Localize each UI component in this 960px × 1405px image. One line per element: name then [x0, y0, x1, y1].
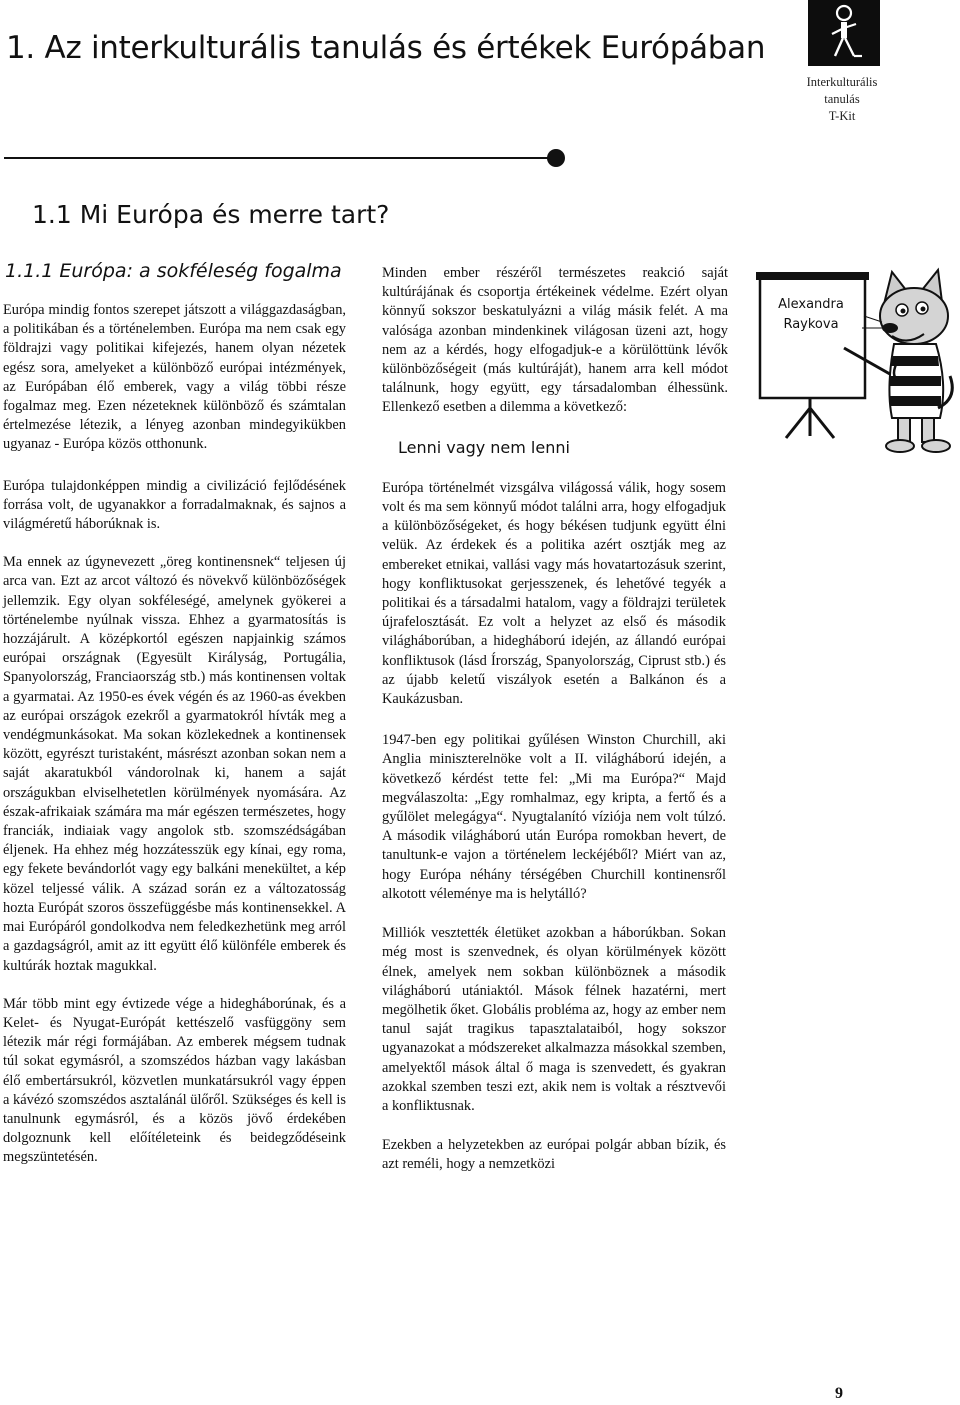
- title-rule: [4, 157, 557, 159]
- paragraph: Európa tulajdonképpen mindig a civilizáció fejlődésének forrása volt, de ugyanakkor a forradalmaknak, és sajnos a világméretű háborúknak is.: [3, 477, 346, 533]
- paragraph: Ma ennek az úgynevezett „öreg kontinensnek“ teljesen új arca van. Ezt az arcot változó és növekvő különbözőségek jellemzik. Egy olyan sokféleségé, amelynek gyökerei a történelembe nyúlnak vissza. Ehhez a gyarmatosítás is hozzájárult. A középkortól egészen napjainkig számos európai országnak (Egyesült Királyság, Portugália, Spanyolország, Franciaország stb.) más kontinensen voltak a gyarmatai. Az 1950-es évek végén és az 1960-as években az európai országok ezekről a gyarmatokról hívták meg a vendégmunkásokat. Ma sokan közlekednek a kontinensek között, egyrészt turistaként, másrészt azonban sokan nem a saját akaratukból vándorolnak ki, hanem a saját országukban elviselhetetlen körülmények nyomására. Az észak-afrikaiak számára ma már egészen természetes, hogy franciák, indiaiak vagy angolok stb. szomszédságában éljenek. Ha ehhez még hozzátesszük egy kínai, egy roma, egy fekete bevándorlót vagy egy balkáni menekültet, a kép közel teljessé válik. A század során ez a változatosság hozta Európát szoros összefüggésbe más kontinensekkel. A mai Európáról gondolkodva nem feledkezhetünk meg arról a gazdagságról, amit az itt együtt élő különféle emberek és kultúrák hoztak magukkal.: [3, 554, 346, 974]
- page-number: 9: [835, 1385, 843, 1402]
- tkit-logo: [808, 0, 880, 66]
- page-title: 1. Az interkulturális tanulás és értékek Európában: [6, 30, 766, 66]
- paragraph: Minden ember részéről természetes reakció saját kultúrájának és csoportja értékeinek védelme. Ezért olyan könnyű sokszor beskatulyázni a világ másik felét. A ma valósága azonban mindenkinek világosan üzeni azt, hogy nem az a kérdés, hogy elfogadjuk-e a körülöttünk lévők különbözőségeit (más kultúráját), hanem arra kell módot találnunk, hogy együtt, egy társadalomban élhessünk. Ellenkező esetben a dilemma a következő:: [382, 265, 728, 416]
- tkit-label: [796, 74, 888, 125]
- paragraph: Ezekben a helyzetekben az európai polgár abban bízik, és azt reméli, hogy a nemzetközi: [382, 1137, 726, 1173]
- cat-cartoon-icon: [752, 258, 957, 458]
- paragraph: Európa történelmét vizsgálva világossá válik, hogy sosem volt és ma sem könnyű módot találni arra, hogy elfogadjuk a különbözőségeket, és hogy békésen tudjunk együtt élni velük. Az érdekek és a politika azért osztják meg az embereket etnikai, vallási vagy más hovatartozásuk szerint, hogy konfliktusokat gerjesszenek, és lehetővé tegyék a politikai és a társadalmi hatalom, vagy a földrajzi területek újrafelosztását. Ez volt a helyzet az első és második világháborúban, a hidegháború idején, az állandó európai konfliktusok (lásd Írország, Spanyolország, Ciprust stb.) és az újabb keletű viszályok esetén a Balkánon és a Kaukázusban.: [382, 479, 726, 708]
- left-column: [3, 301, 346, 1168]
- subsection-title: 1.1.1 Európa: a sokféleség fogalma: [5, 260, 342, 282]
- title-rule-dot: [547, 149, 565, 167]
- paragraph: Milliók vesztették életüket azokban a háborúkban. Sokan még most is szenvednek, és olyan körülmények között élnek, amelyek nem sokban különböznek a második világháború utániaktól. Mások félnek hazatérni, mert megölhetik őket. Globális probléma az, hogy az ember nem tanul saját tragikus tapasztalataiból, hogy sokszor ugyanazokat a módszereket alkalmazza másokkal szemben, amelyektől mások által ő maga is szenvedett, és gyakran azokkal szemben teszi ezt, akik nem is voltak a résztvevői a konfliktusnak.: [382, 925, 726, 1114]
- board-name-label: [754, 295, 868, 335]
- right-column: [382, 264, 726, 1175]
- cat-presenter-illustration: [752, 258, 957, 458]
- paragraph: 1947-ben egy politikai gyűlésen Winston Churchill, aki Anglia miniszterelnöke volt a II. világháború idején, a következő kérdést tette fel: „Mi ma Európa?“ Majd megválaszolta: „Egy romhalmaz, egy kripta, a fertő és a gyűlölet melegágya“. Nyugtalanító víziója nem volt túlzó. A második világháború után Európa romokban hevert, de tanultunk-e vajon a történelem leckéjéből? Miért van az, hogy Európa néhány térségében Churchill kontinensről alkotott véleménye ma is helytálló?: [382, 732, 726, 902]
- motto-heading: Lenni vagy nem lenni: [398, 437, 570, 457]
- name-line: Alexandra: [778, 297, 844, 312]
- figure-icon: [808, 0, 880, 66]
- tkit-logo-block: [796, 0, 888, 125]
- tkit-label-line: tanulás: [824, 92, 860, 106]
- tkit-label-line: Interkulturális: [806, 75, 878, 89]
- paragraph: Már több mint egy évtizede vége a hidegháborúnak, és a Kelet- és Nyugat-Európát kettészelő vasfüggöny sem létezik már régi formájában. Az emberek mégsem tudnak túl sokat egymásról, a szomszédos házban vagy lakásban élő embertársukról, közvetlen munkatársukról vagy éppen a kávézó szomszédos asztalánál ülőről. Szükséges és kell is tanulnunk egymásról, és a közös jövő érdekében dolgoznunk kell előítéleteink és beidegződéseink megszüntetésén.: [3, 995, 346, 1166]
- paragraph: Európa mindig fontos szerepet játszott a világgazdaságban, a politikában és a történelemben. Európa ma nem csak egy földrajzi vagy politikai kifejezés, hanem olyan nézetek egész sora, amelyeket a különböző európai intézmények, az Európában élő emberek, vagy a világ többi része fogalmaz meg. Ezen nézeteknek különböző és számtalan értelmezése létezik, a lényeg azonban mindegyikükben ugyanaz - Európa közös otthonunk.: [3, 302, 346, 453]
- name-line: Raykova: [783, 317, 839, 332]
- section-title: 1.1 Mi Európa és merre tart?: [32, 200, 390, 229]
- tkit-label-line: T-Kit: [828, 109, 856, 123]
